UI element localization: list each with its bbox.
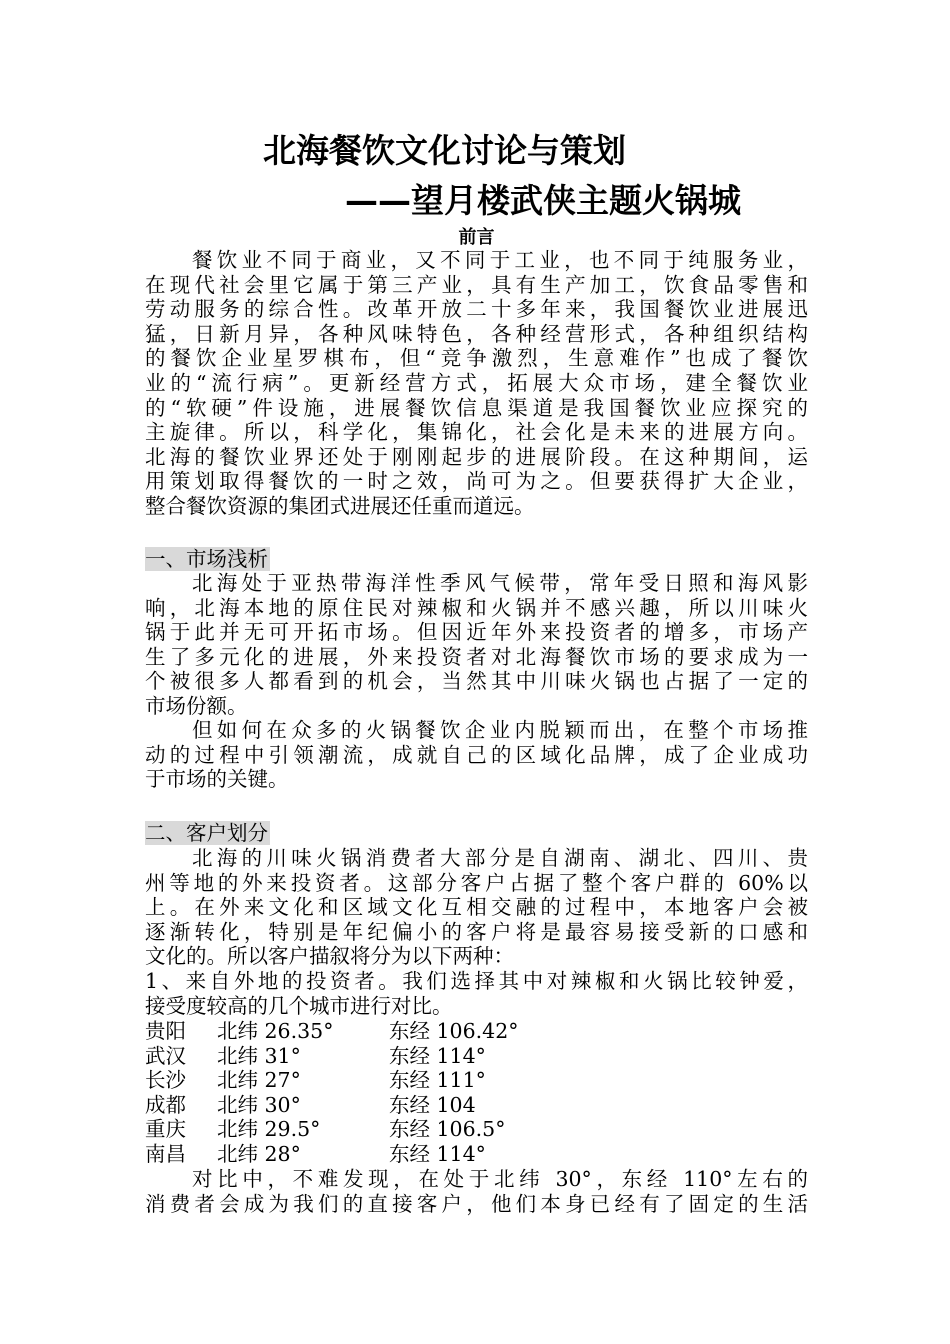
city-name: 贵阳 <box>145 1019 186 1043</box>
paragraph-line: 上。在外来文化和区域文化互相交融的过程中，本地客户会被 <box>145 895 808 920</box>
paragraph-line: 动的过程中引领潮流，成就自己的区域化品牌，成了企业成功 <box>145 742 808 767</box>
paragraph-line: 生了多元化的进展，外来投资者对北海餐饮市场的要求成为一 <box>145 644 808 669</box>
city-latitude: 北纬 28° <box>217 1141 301 1166</box>
paragraph-line: 北海的川味火锅消费者大部分是自湖南、湖北、四川、贵 <box>192 846 808 870</box>
city-name: 南昌 <box>145 1141 186 1166</box>
customers-item-1 <box>145 969 808 1018</box>
paragraph-line: 在现代社会里它属于第三产业，具有生产加工，饮食品零售和 <box>145 272 808 297</box>
paragraph-line: 餐饮业不同于商业，又不同于工业，也不同于纯服务业， <box>192 248 808 272</box>
paragraph-line: 接受度较高的几个城市进行对比。 <box>145 993 453 1018</box>
city-longitude: 东经 106.42° <box>389 1019 519 1043</box>
paragraph-line: 主旋律。所以，科学化，集锦化，社会化是未来的进展方向。 <box>145 420 808 445</box>
paragraph-line: 于市场的关键。 <box>145 767 289 792</box>
paragraph-line: 北海的餐饮业界还处于刚刚起步的进展阶段。在这种期间，运 <box>145 444 808 469</box>
paragraph-line: 消费者会成为我们的直接客户，他们本身已经有了固定的生活 <box>145 1191 808 1216</box>
city-name: 武汉 <box>145 1043 186 1068</box>
city-name: 重庆 <box>145 1117 186 1142</box>
paragraph-line: 1、来自外地的投资者。我们选择其中对辣椒和火锅比较钟爱， <box>145 969 808 993</box>
section-heading-customers: 二、客户划分 <box>145 821 268 845</box>
paragraph-line: 猛，日新月异，各种风味特色，各种经营形式，各种组织结构 <box>145 321 808 346</box>
preface-heading: 前言 <box>458 227 495 248</box>
paragraph-line: 的餐饮企业星罗棋布，但“竞争激烈，生意难作”也成了餐饮 <box>145 346 808 371</box>
market-paragraph-2 <box>145 718 808 792</box>
city-longitude: 东经 114° <box>389 1141 486 1166</box>
paragraph-line: 劳动服务的综合性。改革开放二十多年来，我国餐饮业进展迅 <box>145 297 808 322</box>
document-title: 北海餐饮文化讨论与策划 <box>263 131 626 170</box>
paragraph-line: 对比中，不难发现，在处于北纬 30°，东经 110°左右的 <box>192 1167 808 1191</box>
paragraph-line: 文化的。所以客户描叙将分为以下两种： <box>145 944 514 969</box>
paragraph-line: 市场份额。 <box>145 693 248 718</box>
paragraph-line: 整合餐饮资源的集团式进展还任重而道远。 <box>145 493 535 518</box>
city-name: 成都 <box>145 1092 186 1117</box>
city-latitude: 北纬 30° <box>217 1092 301 1117</box>
document-subtitle: ——望月楼武侠主题火锅城 <box>345 181 741 220</box>
city-latitude: 北纬 27° <box>217 1068 301 1093</box>
paragraph-line: 响，北海本地的原住民对辣椒和火锅并不感兴趣，所以川味火 <box>145 595 808 620</box>
paragraph-line: 用策划取得餐饮的一时之效，尚可为之。但要获得扩大企业， <box>145 469 808 494</box>
city-longitude: 东经 104 <box>389 1092 476 1117</box>
paragraph-line: 业的“流行病”。更新经营方式，拓展大众市场，建全餐饮业 <box>145 370 808 395</box>
city-latitude: 北纬 26.35° <box>217 1019 334 1043</box>
section-heading-market: 一、市场浅析 <box>145 547 268 571</box>
city-latitude: 北纬 29.5° <box>217 1117 321 1142</box>
paragraph-line: 北海处于亚热带海洋性季风气候带，常年受日照和海风影 <box>192 571 808 595</box>
customers-paragraph-2 <box>145 1167 808 1216</box>
customers-paragraph-1 <box>145 846 808 969</box>
paragraph-line: 锅于此并无可开拓市场。但因近年外来投资者的增多，市场产 <box>145 620 808 645</box>
preface-paragraph <box>145 248 808 519</box>
paragraph-line: 个被很多人都看到的机会，当然其中川味火锅也占据了一定的 <box>145 669 808 694</box>
city-longitude: 东经 106.5° <box>389 1117 506 1142</box>
city-name: 长沙 <box>145 1068 186 1093</box>
city-latitude: 北纬 31° <box>217 1043 301 1068</box>
paragraph-line: 逐渐转化，特别是年纪偏小的客户将是最容易接受新的口感和 <box>145 919 808 944</box>
city-longitude: 东经 111° <box>389 1068 486 1093</box>
paragraph-line: 州等地的外来投资者。这部分客户占据了整个客户群的 60%以 <box>145 870 808 895</box>
city-longitude: 东经 114° <box>389 1043 486 1068</box>
market-paragraph-1 <box>145 571 808 719</box>
paragraph-line: 但如何在众多的火锅餐饮企业内脱颖而出，在整个市场推 <box>192 718 808 742</box>
paragraph-line: 的“软硬”件设施，进展餐饮信息渠道是我国餐饮业应探究的 <box>145 395 808 420</box>
